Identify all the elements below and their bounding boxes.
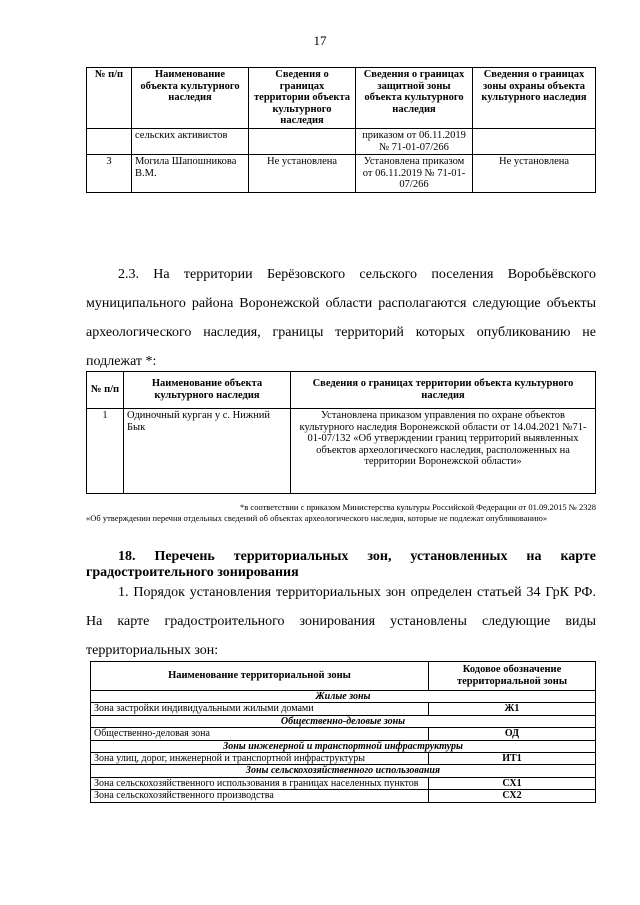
footnote: *в соответствии с приказом Министерства культуры Российской Федерации от 01.09.2015 № 2328 <box>240 502 596 512</box>
group-row <box>91 691 596 703</box>
column-header: Наименование объекта культурного наследия <box>132 68 249 129</box>
group-title: Зоны сельскохозяйственного использования <box>91 765 596 777</box>
column-header: Кодовое обозначение территориальной зоны <box>429 662 596 691</box>
table-row <box>87 128 596 154</box>
group-title: Общественно-деловые зоны <box>91 715 596 727</box>
zone-code: ОД <box>429 728 596 740</box>
zone-name: Зона сельскохозяйственного производства <box>91 790 429 802</box>
column-header: Сведения о границах зоны охраны объекта культурного наследия <box>473 68 596 129</box>
table-row <box>91 790 596 802</box>
column-header: Сведения о границах территории объекта культурного наследия <box>291 372 596 409</box>
table-cell: приказом от 06.11.2019 № 71-01-07/266 <box>356 128 473 154</box>
table-row <box>91 777 596 789</box>
table-cell: Не установлена <box>473 155 596 193</box>
column-header: Сведения о границах территории объекта культурного наследия <box>249 68 356 129</box>
table-cell: Установлена приказом от 06.11.2019 № 71-01-07/266 <box>356 155 473 193</box>
section-18-title: 18. Перечень территориальных зон, установленных на карте градостроительного зонирования <box>86 549 596 580</box>
section-18-text: 1. Порядок установления территориальных зон определен статьей 34 ГрК РФ. На карте градостроительного зонирования установлены следующие виды территориальных зон: <box>86 585 596 658</box>
table-cell: 3 <box>87 155 132 193</box>
table-cell <box>249 128 356 154</box>
table-cell: Могила Шапошникова В.М. <box>132 155 249 193</box>
page-number: 17 <box>313 33 327 48</box>
territorial-zones-table <box>90 661 596 803</box>
table-row <box>91 753 596 765</box>
table-cell <box>473 128 596 154</box>
zone-code: СХ1 <box>429 777 596 789</box>
zone-name: Зона улиц, дорог, инженерной и транспортной инфраструктуры <box>91 753 429 765</box>
zone-name: Зона сельскохозяйственного использования в границах населенных пунктов <box>91 777 429 789</box>
section-2-3-text: 2.3. На территории Берёзовского сельского поселения Воробьёвского муниципального района Воронежской области располагаются следующие объекты археологического наследия, границы территорий которых опубликованию не подлежат *: <box>86 267 596 369</box>
column-header: Наименование объекта культурного наследия <box>124 372 291 409</box>
archaeological-heritage-table <box>86 371 596 494</box>
zone-code: СХ2 <box>429 790 596 802</box>
table-row <box>87 155 596 193</box>
table-row <box>87 409 596 494</box>
table-cell: Установлена приказом управления по охране объектов культурного наследия Воронежской области от 14.04.2021 №71-01-07/132 «Об утверждении границ территорий выявленных объектов археологического наследия, расположенных на территории Воронежской области» <box>291 409 596 494</box>
column-header: Наименование территориальной зоны <box>91 662 429 691</box>
footnote: «Об утверждении перечня отдельных сведений об объектах археологического наследия, которые не подлежат опубликованию» <box>86 513 548 523</box>
zone-name: Общественно-деловая зона <box>91 728 429 740</box>
table-row <box>91 703 596 715</box>
group-row <box>91 715 596 727</box>
column-header: Сведения о границах защитной зоны объекта культурного наследия <box>356 68 473 129</box>
table-header-row <box>87 372 596 409</box>
zone-name: Зона застройки индивидуальными жилыми домами <box>91 703 429 715</box>
group-title: Жилые зоны <box>91 691 596 703</box>
table-cell <box>87 128 132 154</box>
group-title: Зоны инженерной и транспортной инфраструктуры <box>91 740 596 752</box>
table-cell: сельских активистов <box>132 128 249 154</box>
column-header: № п/п <box>87 372 124 409</box>
table-header-row <box>91 662 596 691</box>
table-cell: Одиночный курган у с. Нижний Бык <box>124 409 291 494</box>
column-header: № п/п <box>87 68 132 129</box>
cultural-heritage-table <box>86 67 596 193</box>
zone-code: ИТ1 <box>429 753 596 765</box>
zone-code: Ж1 <box>429 703 596 715</box>
table-row <box>91 728 596 740</box>
table-cell: Не установлена <box>249 155 356 193</box>
group-row <box>91 740 596 752</box>
group-row <box>91 765 596 777</box>
table-header-row <box>87 68 596 129</box>
table-cell: 1 <box>87 409 124 494</box>
